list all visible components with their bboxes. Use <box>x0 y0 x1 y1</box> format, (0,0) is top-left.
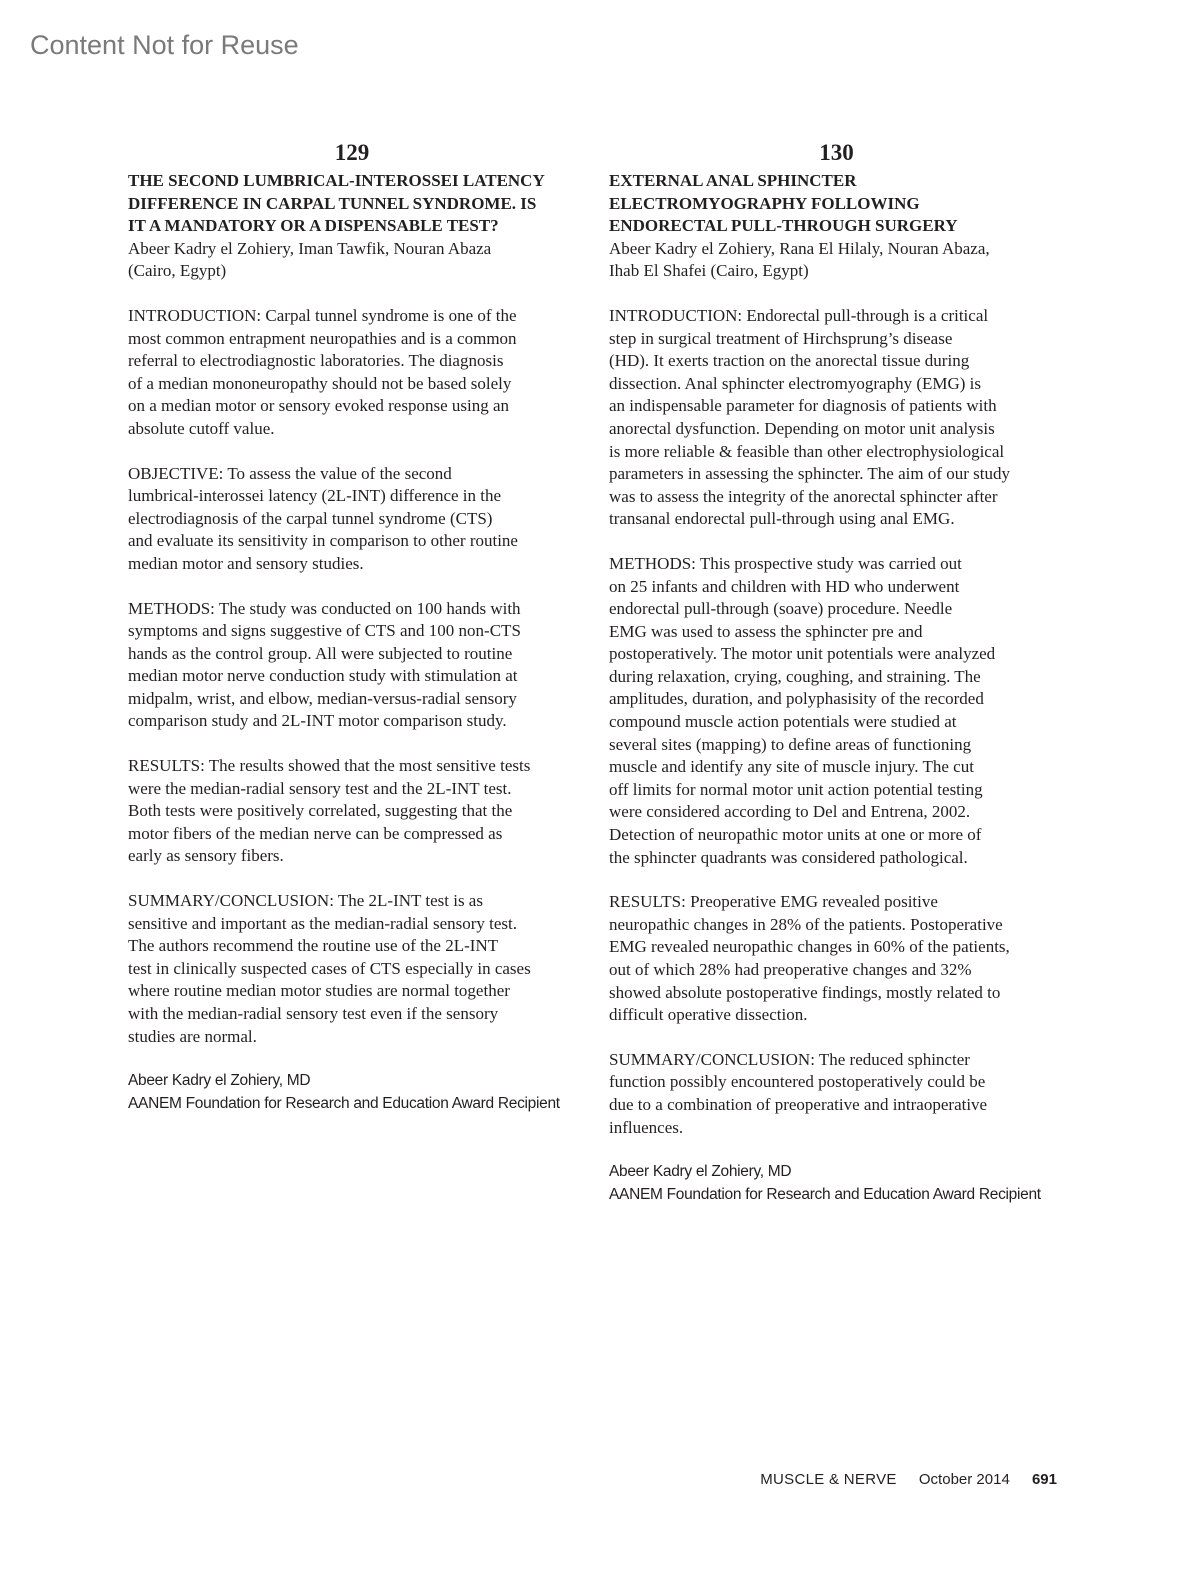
abstract-number: 130 <box>819 140 854 165</box>
abstract-129 <box>128 140 576 1115</box>
journal-name: MUSCLE & NERVE <box>760 1471 897 1488</box>
abstract-introduction: INTRODUCTION: Carpal tunnel syndrome is one of the most common entrapment neuropathies and is a common referral to electrodiagnostic laboratories. The diagnosis of a median mononeuropathy should not be based solely on a median motor or sensory evoked response using an absolute cutoff value. <box>128 305 517 438</box>
recipient-name: Abeer Kadry el Zohiery, MD <box>609 1163 792 1181</box>
abstract-methods: METHODS: The study was conducted on 100 hands with symptoms and signs suggestive of CTS and 100 non-CTS hands as the control group. All were subjected to routine median motor nerve conduction study with stimulation at midpalm, wrist, and elbow, median-versus-radial sensory comparison study and 2L-INT motor comparison study. <box>128 598 521 731</box>
abstract-conclusion: SUMMARY/CONCLUSION: The reduced sphincter function possibly encountered postoperatively could be due to a combination of preoperative and intraoperative influences. <box>609 1049 988 1137</box>
abstract-methods: METHODS: This prospective study was carried out on 25 infants and children with HD who underwent endorectal pull-through (soave) procedure. Needle EMG was used to assess the sphincter pre and postoperatively. The motor unit potentials were analyzed during relaxation, crying, coughing, and straining. The amplitudes, duration, and polyphasisity of the recorded compound muscle action potentials were studied at several sites (mapping) to define areas of functioning muscle and identify any site of muscle injury. The cut off limits for normal motor unit action potential testing were considered according to Del and Entrena, 2002. Detection of neuropathic motor units at one or more of the sphincter quadrants was considered pathological. <box>609 553 996 867</box>
page-footer <box>760 1471 1057 1488</box>
issue-date: October 2014 <box>918 1471 1010 1488</box>
abstract-number: 129 <box>334 140 370 165</box>
recipient-award: AANEM Foundation for Research and Education Award Recipient <box>128 1094 560 1112</box>
abstract-introduction: INTRODUCTION: Endorectal pull-through is a critical step in surgical treatment of Hirchsprung’s disease (HD). It exerts traction on the anorectal tissue during dissection. Anal sphincter electromyography (EMG) is an indispensable parameter for diagnosis of patients with anorectal dysfunction. Depending on motor unit analysis is more reliable & feasible than other electrophysiological parameters in assessing the sphincter. The aim of our study was to assess the integrity of the anorectal sphincter after transanal endorectal pull-through using anal EMG. <box>609 305 1010 529</box>
abstract-objective: OBJECTIVE: To assess the value of the second lumbrical-interossei latency (2L-INT) difference in the electrodiagnosis of the carpal tunnel syndrome (CTS) and evaluate its sensitivity in comparison to other routine median motor and sensory studies. <box>128 463 518 573</box>
abstract-title: EXTERNAL ANAL SPHINCTER ELECTROMYOGRAPHY FOLLOWING ENDORECTAL PULL-THROUGH SURGERY <box>609 171 958 236</box>
recipient-name: Abeer Kadry el Zohiery, MD <box>128 1072 311 1090</box>
abstract-title: THE SECOND LUMBRICAL-INTEROSSEI LATENCY DIFFERENCE IN CARPAL TUNNEL SYNDROME. IS IT A MANDATORY OR A DISPENSABLE TEST? <box>128 171 545 236</box>
page-number: 691 <box>1031 1471 1057 1488</box>
abstract-conclusion: SUMMARY/CONCLUSION: The 2L-INT test is as sensitive and important as the median-radial sensory test. The authors recommend the routine use of the 2L-INT test in clinically suspected cases of CTS especially in cases where routine median motor studies are normal together with the median-radial sensory test even if the sensory studies are normal. <box>128 891 531 1046</box>
abstract-authors: Abeer Kadry el Zohiery, Rana El Hilaly, Nouran Abaza, Ihab El Shafei (Cairo, Egypt) <box>609 238 990 281</box>
abstract-results: RESULTS: Preoperative EMG revealed positive neuropathic changes in 28% of the patients. Postoperative EMG revealed neuropathic changes in 60% of the patients, out of which 28% had preoperative changes and 32% showed absolute postoperative findings, mostly related to difficult operative dissection. <box>609 892 1010 1025</box>
abstract-authors: Abeer Kadry el Zohiery, Iman Tawfik, Nouran Abaza (Cairo, Egypt) <box>128 238 492 281</box>
watermark: Content Not for Reuse <box>30 30 299 60</box>
award-recipient <box>609 1161 1064 1206</box>
abstract-results: RESULTS: The results showed that the most sensitive tests were the median-radial sensory test and the 2L-INT test. Both tests were positively correlated, suggesting that the motor fibers of the median nerve can be compressed as early as sensory fibers. <box>128 756 531 866</box>
abstract-130 <box>609 140 1064 1206</box>
recipient-award: AANEM Foundation for Research and Education Award Recipient <box>609 1185 1041 1203</box>
award-recipient <box>128 1070 576 1115</box>
